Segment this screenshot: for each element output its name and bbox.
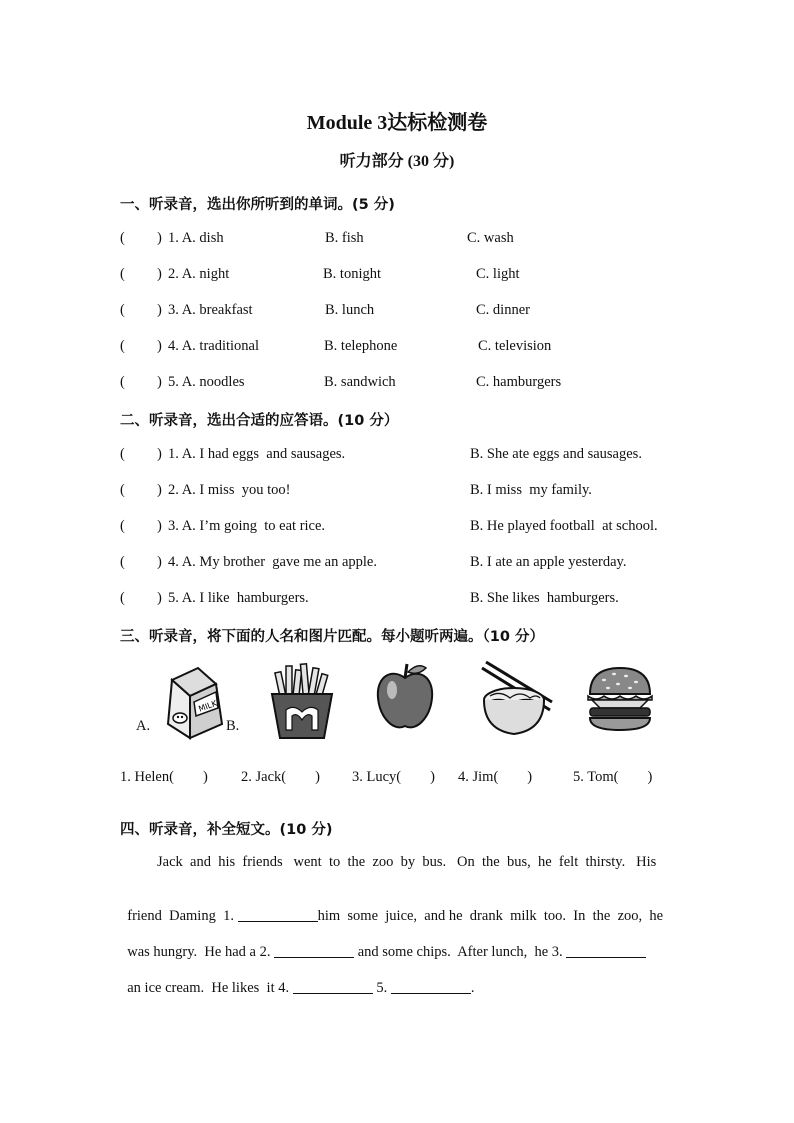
option-b: B. I miss my family. (470, 482, 592, 498)
answer-open-paren: ( (120, 338, 125, 354)
match-1: 1. Helen( ) (120, 769, 208, 785)
answer-open-paren: ( (120, 230, 125, 246)
answer-open-paren: ( (120, 482, 125, 498)
passage-line-4 (120, 962, 474, 997)
french-fries-icon (266, 660, 338, 742)
answer-close-paren: ) (157, 374, 162, 390)
option-a: 5. A. noodles (168, 374, 245, 390)
blank-3[interactable] (566, 943, 646, 958)
section1-heading: 一、听录音，选出你所听到的单词。(5 分) (120, 197, 395, 213)
answer-open-paren: ( (120, 266, 125, 282)
option-b: B. tonight (323, 266, 382, 282)
image-label-b: B. (226, 718, 240, 734)
svg-text:MILK: MILK (197, 698, 219, 714)
passage-text: 5. (376, 980, 388, 996)
match-3: 3. Lucy( ) (352, 769, 435, 785)
option-b: B. She likes hamburgers. (470, 590, 619, 606)
option-a: 2. A. I miss you too! (168, 482, 291, 498)
option-c: C. dinner (476, 302, 530, 318)
match-4: 4. Jim( ) (458, 769, 533, 785)
blank-2[interactable] (274, 943, 354, 958)
section4-heading: 四、听录音，补全短文。(10 分) (120, 822, 333, 838)
image-label-a: A. (136, 718, 151, 734)
option-a: 4. A. traditional (168, 338, 260, 354)
option-a: 3. A. I’m going to eat rice. (168, 518, 326, 534)
passage-line-1: Jack and his friends went to the zoo by bus. On the bus, he felt thirsty. His (157, 854, 657, 870)
passage-text: and some chips. After lunch, he 3. (357, 944, 563, 960)
section2-heading: 二、听录音，选出合适的应答语。(10 分） (120, 413, 399, 429)
option-a: 1. A. dish (168, 230, 224, 246)
passage-text: . (470, 980, 475, 996)
match-5: 5. Tom( ) (573, 769, 653, 785)
passage-text: him some juice, and he drank milk too. In the zoo, he (317, 908, 664, 924)
option-b: B. telephone (324, 338, 398, 354)
passage-line-2 (120, 890, 663, 925)
match-2: 2. Jack( ) (241, 769, 320, 785)
answer-close-paren: ) (157, 554, 162, 570)
option-c: C. wash (467, 230, 514, 246)
option-c: C. television (478, 338, 552, 354)
page-subtitle: 听力部分 (30 分) (339, 153, 455, 170)
answer-close-paren: ) (157, 446, 162, 462)
answer-close-paren: ) (157, 482, 162, 498)
answer-close-paren: ) (157, 338, 162, 354)
option-a: 3. A. breakfast (168, 302, 253, 318)
page-title: Module 3达标检测卷 (306, 112, 488, 134)
passage-text: an ice cream. He likes it 4. (127, 980, 290, 996)
passage-text: was hungry. He had a 2. (127, 944, 271, 960)
noodles-icon (476, 660, 554, 740)
answer-open-paren: ( (120, 554, 125, 570)
option-b: B. I ate an apple yesterday. (470, 554, 627, 570)
option-a: 4. A. My brother gave me an apple. (168, 554, 377, 570)
option-a: 1. A. I had eggs and sausages. (168, 446, 346, 462)
passage-line-3 (120, 926, 646, 961)
answer-open-paren: ( (120, 374, 125, 390)
apple-icon (372, 660, 438, 734)
option-b: B. lunch (325, 302, 375, 318)
passage-text: friend Daming 1. (127, 908, 234, 924)
option-b: B. He played football at school. (470, 518, 658, 534)
option-b: B. She ate eggs and sausages. (470, 446, 642, 462)
section3-heading: 三、听录音，将下面的人名和图片匹配。每小题听两遍。（10 分） (120, 629, 544, 645)
blank-4[interactable] (293, 979, 373, 994)
blank-5[interactable] (391, 979, 471, 994)
answer-close-paren: ) (157, 518, 162, 534)
answer-close-paren: ) (157, 266, 162, 282)
answer-open-paren: ( (120, 590, 125, 606)
answer-open-paren: ( (120, 446, 125, 462)
answer-close-paren: ) (157, 302, 162, 318)
answer-open-paren: ( (120, 302, 125, 318)
answer-close-paren: ) (157, 590, 162, 606)
option-a: 5. A. I like hamburgers. (168, 590, 309, 606)
option-c: C. light (476, 266, 520, 282)
option-c: C. hamburgers (476, 374, 562, 390)
option-b: B. fish (325, 230, 364, 246)
milk-carton-icon (158, 662, 230, 742)
option-a: 2. A. night (168, 266, 230, 282)
blank-1[interactable] (238, 907, 318, 922)
answer-open-paren: ( (120, 518, 125, 534)
hamburger-icon (584, 664, 656, 734)
answer-close-paren: ) (157, 230, 162, 246)
option-b: B. sandwich (324, 374, 396, 390)
